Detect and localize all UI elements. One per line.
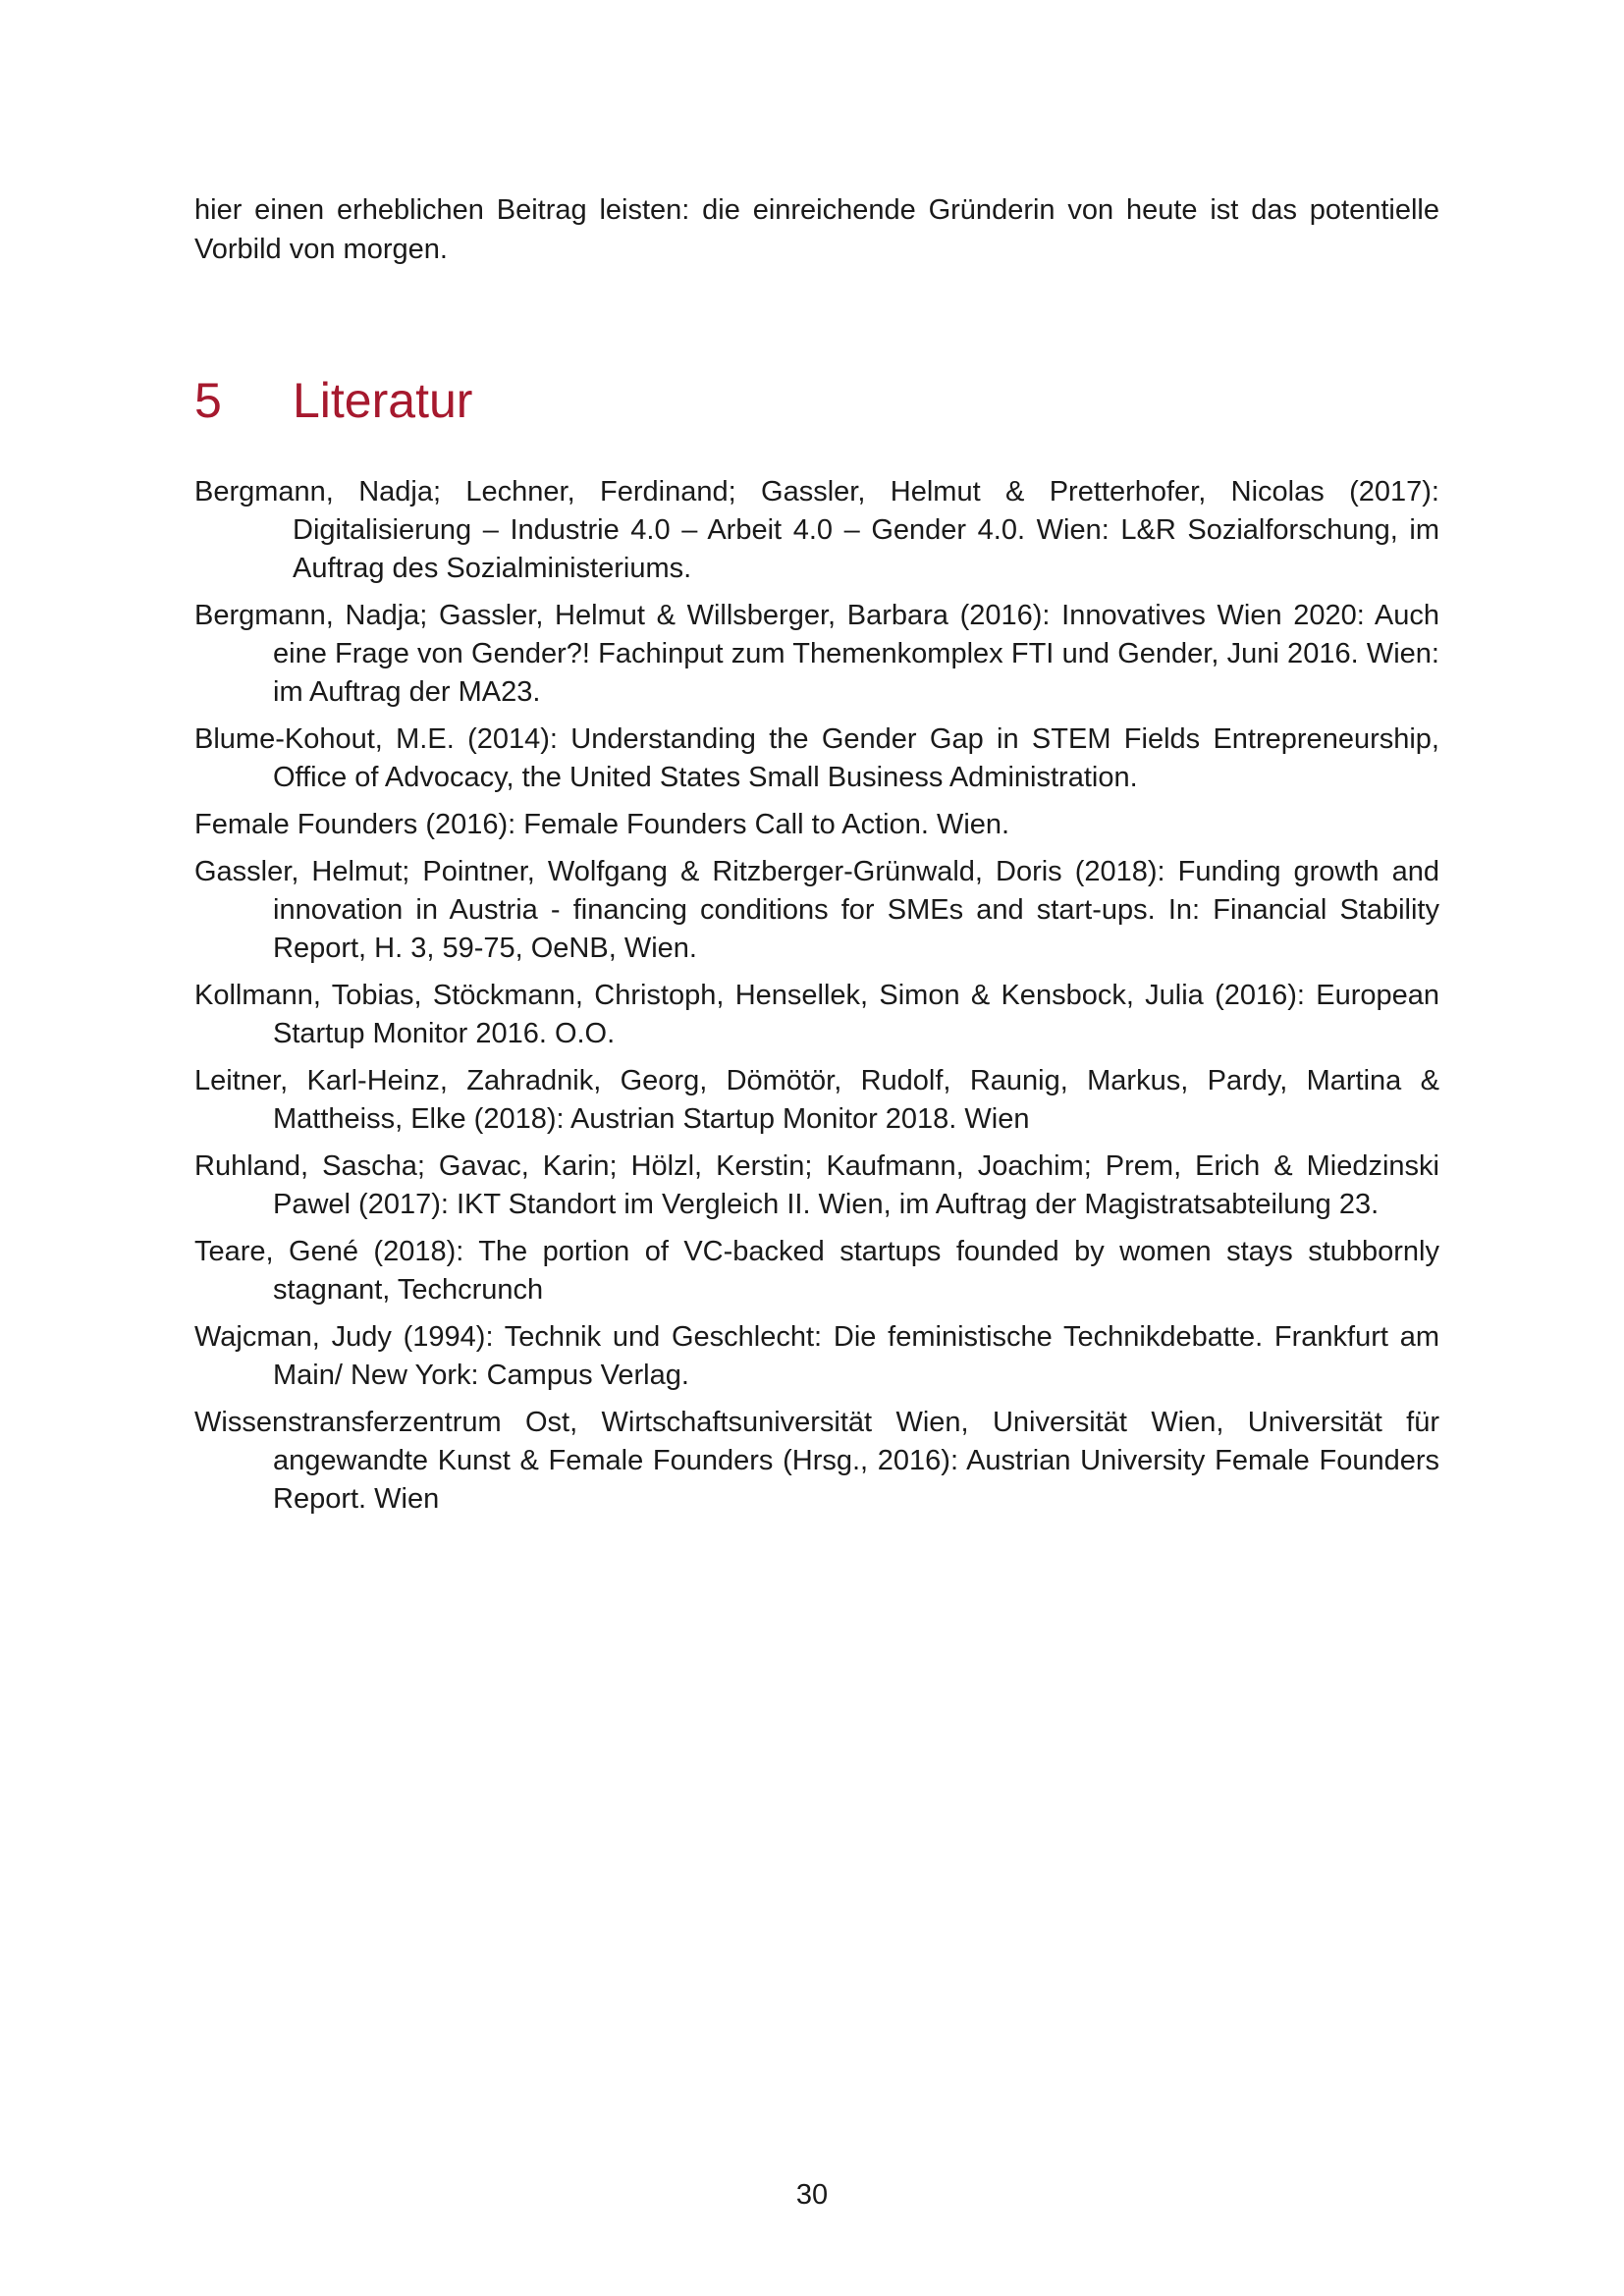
page-number: 30 [795, 2179, 829, 2211]
section-title: Literatur [293, 373, 473, 428]
reference-list [194, 473, 1439, 1519]
reference-item: Bergmann, Nadja; Lechner, Ferdinand; Gassler, Helmut & Pretterhofer, Nicolas (2017): Digitalisierung – Industrie 4.0 – Arbeit 4.0 – Gender 4.0. Wien: L&R Sozialforschung, im Auftrag des Sozialministeriums. [194, 476, 1439, 584]
reference-item: Female Founders (2016): Female Founders Call to Action. Wien. [194, 809, 1010, 840]
page-content [194, 190, 1439, 1527]
reference-item: Bergmann, Nadja; Gassler, Helmut & Willsberger, Barbara (2016): Innovatives Wien 2020: Auch eine Frage von Gender?! Fachinput zum Themenkomplex FTI und Gender, Juni 2016. Wien: im Auftrag der MA23. [194, 600, 1439, 708]
reference-item: Gassler, Helmut; Pointner, Wolfgang & Ritzberger-Grünwald, Doris (2018): Funding growth and innovation in Austria - financing conditions for SMEs and start-ups. In: Financial Stability Report, H. 3, 59-75, OeNB, Wien. [194, 856, 1439, 964]
intro-paragraph: hier einen erheblichen Beitrag leisten: die einreichende Gründerin von heute ist das potentielle Vorbild von morgen. [194, 194, 1439, 265]
reference-item: Leitner, Karl-Heinz, Zahradnik, Georg, Dömötör, Rudolf, Raunig, Markus, Pardy, Martina & Mattheiss, Elke (2018): Austrian Startup Monitor 2018. Wien [194, 1065, 1439, 1135]
reference-item: Wissenstransferzentrum Ost, Wirtschaftsuniversität Wien, Universität Wien, Universität für angewandte Kunst & Female Founders (Hrsg., 2016): Austrian University Female Founders Report. Wien [194, 1407, 1439, 1515]
reference-item: Wajcman, Judy (1994): Technik und Geschlecht: Die feministische Technikdebatte. Frankfurt am Main/ New York: Campus Verlag. [194, 1321, 1439, 1391]
section-number: 5 [194, 373, 222, 428]
reference-item: Ruhland, Sascha; Gavac, Karin; Hölzl, Kerstin; Kaufmann, Joachim; Prem, Erich & Miedzinski Pawel (2017): IKT Standort im Vergleich II. Wien, im Auftrag der Magistratsabteilung 23. [194, 1150, 1439, 1220]
section-heading [194, 371, 1439, 430]
reference-item: Blume-Kohout, M.E. (2014): Understanding the Gender Gap in STEM Fields Entrepreneurship, Office of Advocacy, the United States Small Business Administration. [194, 723, 1439, 793]
reference-item: Teare, Gené (2018): The portion of VC-backed startups founded by women stays stubbornly stagnant, Techcrunch [194, 1236, 1439, 1306]
reference-item: Kollmann, Tobias, Stöckmann, Christoph, Hensellek, Simon & Kensbock, Julia (2016): European Startup Monitor 2016. O.O. [194, 980, 1439, 1049]
